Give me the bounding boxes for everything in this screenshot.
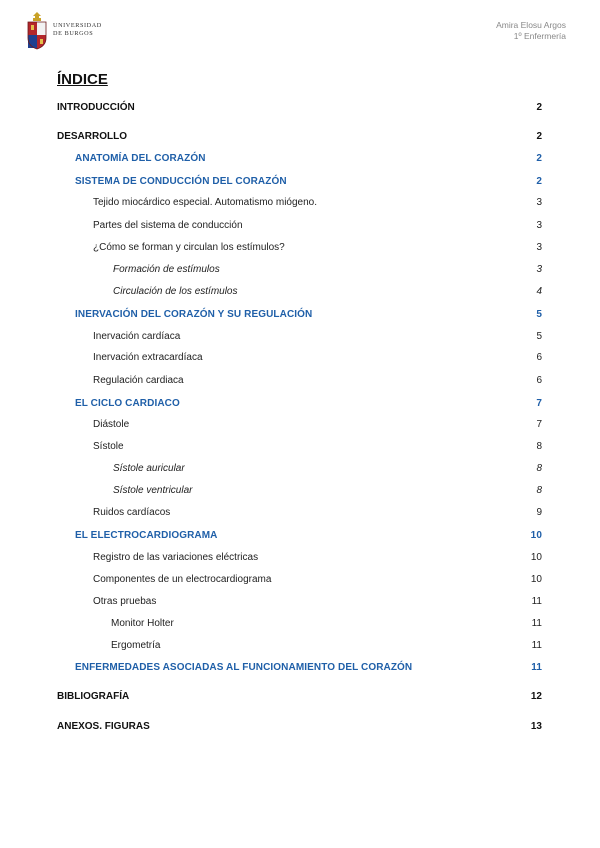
toc-entry[interactable]: [0, 463, 542, 474]
toc-entry-page: 12: [530, 691, 542, 702]
toc-entry-label: BIBLIOGRAFÍA: [57, 691, 130, 702]
toc-entry-label: Sístole auricular: [113, 463, 185, 474]
toc-entry-page: 7: [536, 419, 542, 430]
toc-entry-page: 10: [530, 574, 542, 585]
toc-entry-label: INTRODUCCIÓN: [57, 102, 135, 113]
page-title: ÍNDICE: [57, 71, 108, 88]
toc-entry-label: SISTEMA DE CONDUCCIÓN DEL CORAZÓN: [75, 176, 287, 187]
toc-entry[interactable]: [0, 552, 542, 563]
toc-entry-page: 10: [530, 552, 542, 563]
toc-entry[interactable]: [0, 574, 542, 585]
toc-entry[interactable]: [0, 131, 542, 142]
toc-entry-page: 2: [536, 153, 542, 164]
toc-entry-label: EL ELECTROCARDIOGRAMA: [75, 530, 218, 541]
toc-entry-page: 2: [536, 131, 542, 142]
toc-entry[interactable]: [0, 375, 542, 386]
toc-entry[interactable]: [0, 309, 542, 320]
toc-entry-label: Ruidos cardíacos: [93, 507, 171, 518]
toc-entry-page: 6: [536, 375, 542, 386]
toc-entry-page: 6: [536, 352, 542, 363]
toc-entry[interactable]: [0, 286, 542, 297]
toc-entry[interactable]: [0, 197, 542, 208]
university-name: [53, 22, 102, 38]
author-block: [496, 20, 566, 42]
toc-entry[interactable]: [0, 398, 542, 409]
toc-entry-page: 11: [531, 618, 542, 629]
toc-entry[interactable]: [0, 596, 542, 607]
toc-entry-label: Tejido miocárdico especial. Automatismo miógeno.: [93, 197, 317, 208]
toc-entry-page: 3: [536, 197, 542, 208]
toc-entry-page: 7: [536, 398, 542, 409]
toc-entry-label: ANATOMÍA DEL CORAZÓN: [75, 153, 206, 164]
toc-entry[interactable]: [0, 662, 542, 673]
toc-entry-label: ¿Cómo se forman y circulan los estímulos?: [93, 242, 285, 253]
author-name: Amira Elosu Argos: [496, 20, 566, 30]
toc-entry-label: Partes del sistema de conducción: [93, 220, 243, 231]
toc-entry-label: Ergometría: [111, 640, 161, 651]
toc-entry-label: Diástole: [93, 419, 130, 430]
toc-entry[interactable]: [0, 530, 542, 541]
toc-entry[interactable]: [0, 618, 542, 629]
toc-entry-label: INERVACIÓN DEL CORAZÓN Y SU REGULACIÓN: [75, 309, 313, 320]
toc-entry[interactable]: [0, 176, 542, 187]
toc-entry-page: 3: [536, 242, 542, 253]
toc-entry-page: 2: [536, 102, 542, 113]
toc-entry[interactable]: [0, 220, 542, 231]
toc-entry-label: DESARROLLO: [57, 131, 127, 142]
university-crest-icon: [26, 10, 48, 50]
toc-entry-label: ANEXOS. FIGURAS: [57, 721, 150, 732]
toc-entry-page: 8: [536, 485, 542, 496]
toc-entry-page: 9: [536, 507, 542, 518]
university-name-line2: DE BURGOS: [53, 30, 94, 37]
toc-entry[interactable]: [0, 691, 542, 702]
toc-entry-label: Circulación de los estímulos: [113, 286, 238, 297]
toc-entry-page: 3: [536, 264, 542, 275]
toc-entry[interactable]: [0, 102, 542, 113]
toc-entry-page: 13: [530, 721, 542, 732]
toc-entry[interactable]: [0, 331, 542, 342]
toc-entry[interactable]: [0, 153, 542, 164]
toc-entry[interactable]: [0, 485, 542, 496]
toc-entry-page: 11: [531, 596, 542, 607]
toc-entry[interactable]: [0, 640, 542, 651]
toc-entry[interactable]: [0, 441, 542, 452]
toc-entry-label: Componentes de un electrocardiograma: [93, 574, 272, 585]
toc-entry[interactable]: [0, 507, 542, 518]
toc-entry-page: 10: [530, 530, 542, 541]
toc-entry-page: 5: [536, 331, 542, 342]
toc-entry-label: Sístole ventricular: [113, 485, 193, 496]
toc-entry-page: 11: [531, 640, 542, 651]
toc-entry-label: EL CICLO CARDIACO: [75, 398, 180, 409]
university-logo: [26, 10, 102, 50]
university-name-line1: UNIVERSIDAD: [53, 22, 102, 29]
toc-entry-label: Regulación cardiaca: [93, 375, 184, 386]
toc-entry[interactable]: [0, 242, 542, 253]
course-name: 1º Enfermería: [513, 31, 566, 41]
toc-entry-page: 4: [536, 286, 542, 297]
toc-entry[interactable]: [0, 264, 542, 275]
toc-entry[interactable]: [0, 721, 542, 732]
toc-entry[interactable]: [0, 419, 542, 430]
toc-entry-label: Registro de las variaciones eléctricas: [93, 552, 259, 563]
toc-entry-page: 3: [536, 220, 542, 231]
toc-entry-page: 2: [536, 176, 542, 187]
toc-entry-page: 8: [536, 441, 542, 452]
toc-entry-label: ENFERMEDADES ASOCIADAS AL FUNCIONAMIENTO DEL CORAZÓN: [75, 662, 413, 673]
toc-entry-label: Inervación extracardíaca: [93, 352, 203, 363]
toc-entry-label: Otras pruebas: [93, 596, 157, 607]
toc-entry-label: Inervación cardíaca: [93, 331, 181, 342]
toc-entry[interactable]: [0, 352, 542, 363]
toc-entry-label: Monitor Holter: [111, 618, 174, 629]
toc-entry-label: Sístole: [93, 441, 124, 452]
toc-entry-label: Formación de estímulos: [113, 264, 220, 275]
toc-entry-page: 8: [536, 463, 542, 474]
toc-entry-page: 5: [536, 309, 542, 320]
toc-entry-page: 11: [531, 662, 542, 673]
